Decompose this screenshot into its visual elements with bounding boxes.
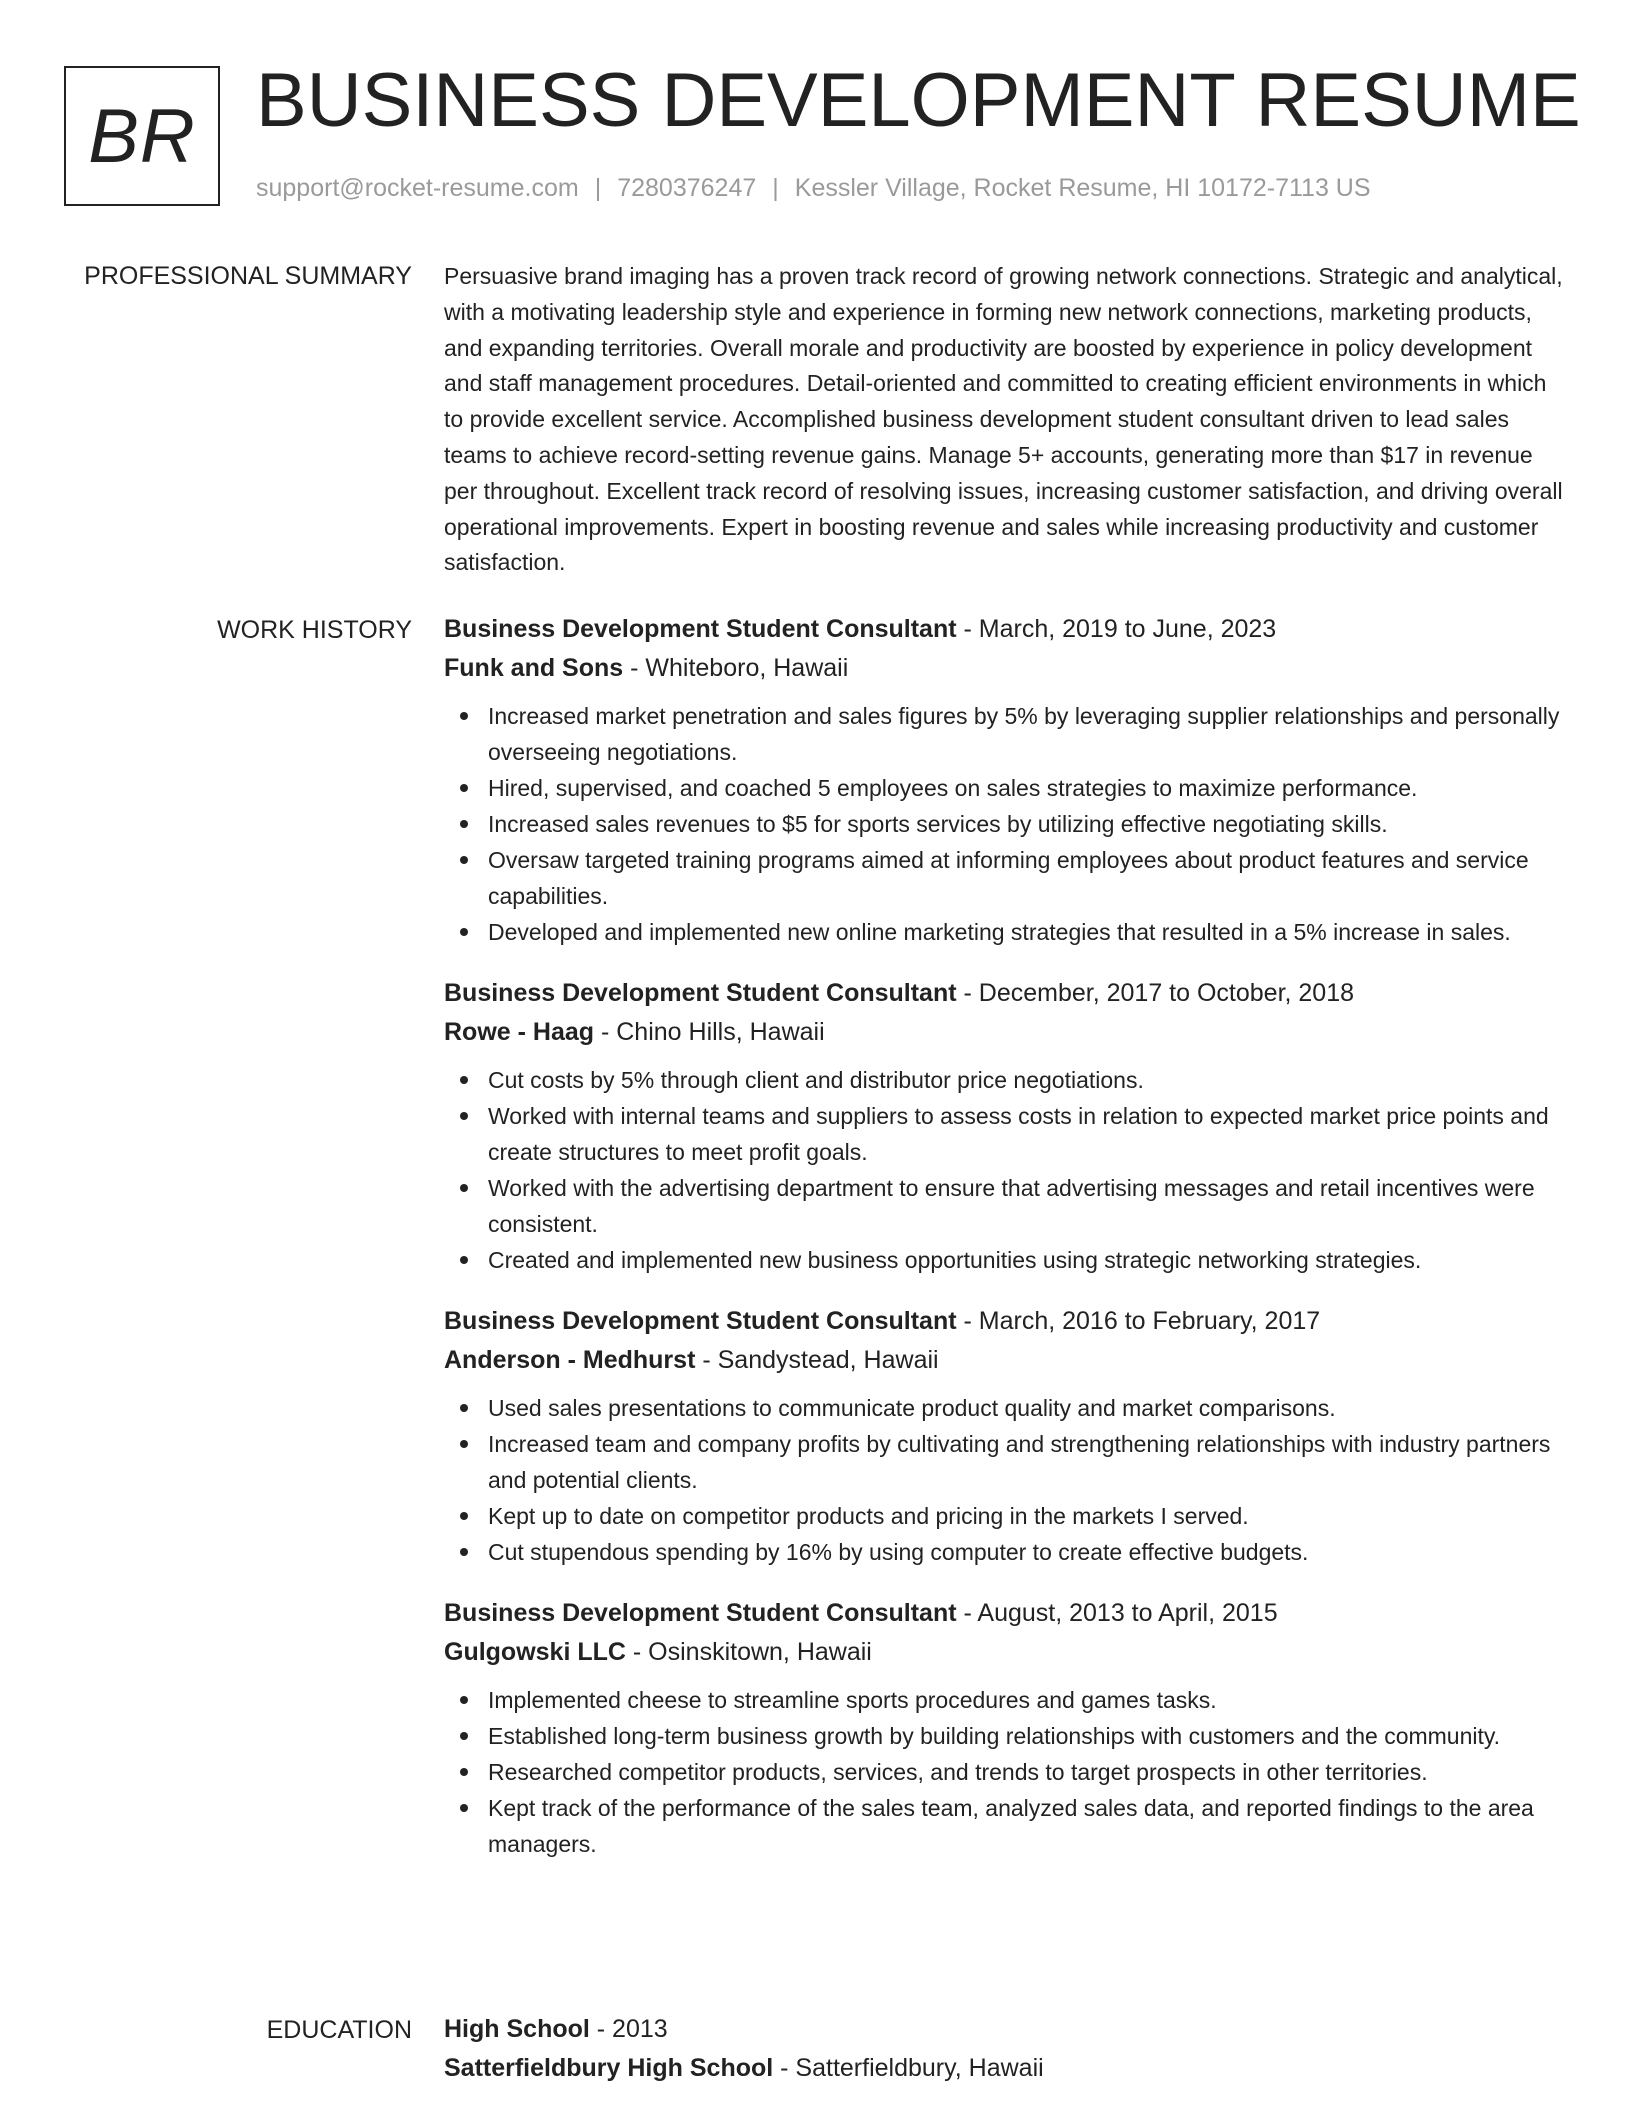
job-bullets <box>444 698 1564 950</box>
job-title: Business Development Student Consultant <box>444 979 957 1007</box>
education-body <box>444 2010 1564 2088</box>
job-bullet: Researched competitor products, services, and trends to target prospects in other territories. <box>444 1754 1564 1790</box>
job-location: - Chino Hills, Hawaii <box>594 1018 825 1046</box>
contact-email[interactable]: support@rocket-resume.com <box>256 174 579 202</box>
job-bullet: Increased team and company profits by cultivating and strengthening relationships with industry partners and potential clients. <box>444 1426 1564 1498</box>
job-bullet: Worked with internal teams and suppliers to assess costs in relation to expected market price points and create structures to meet profit goals. <box>444 1098 1564 1170</box>
job-bullet: Developed and implemented new online marketing strategies that resulted in a 5% increase in sales. <box>444 914 1564 950</box>
job-bullet: Cut costs by 5% through client and distributor price negotiations. <box>444 1062 1564 1098</box>
job-company-line <box>444 1013 1564 1052</box>
job-entry <box>444 610 1564 950</box>
section-label-work-history: WORK HISTORY <box>217 616 412 644</box>
section-label-education: EDUCATION <box>266 2016 412 2044</box>
job-bullet: Used sales presentations to communicate product quality and market comparisons. <box>444 1390 1564 1426</box>
job-dates: - March, 2016 to February, 2017 <box>956 1307 1321 1335</box>
job-company: Anderson - Medhurst <box>444 1346 696 1374</box>
job-bullet: Implemented cheese to streamline sports procedures and games tasks. <box>444 1682 1564 1718</box>
education-location: - Satterfieldbury, Hawaii <box>773 2054 1044 2082</box>
job-bullet: Increased sales revenues to $5 for sports services by utilizing effective negotiating skills. <box>444 806 1564 842</box>
contact-phone[interactable]: 7280376247 <box>617 174 757 202</box>
job-bullet: Created and implemented new business opportunities using strategic networking strategies. <box>444 1242 1564 1278</box>
job-entry <box>444 1302 1564 1570</box>
job-company-line <box>444 1341 1564 1380</box>
job-entry <box>444 974 1564 1278</box>
job-dates: - August, 2013 to April, 2015 <box>956 1599 1278 1627</box>
job-title: Business Development Student Consultant <box>444 1307 957 1335</box>
job-bullet: Oversaw targeted training programs aimed at informing employees about product features and service capabilities. <box>444 842 1564 914</box>
contact-line <box>256 174 1371 203</box>
contact-address: Kessler Village, Rocket Resume, HI 10172-7113 US <box>794 174 1371 202</box>
job-bullet: Worked with the advertising department to ensure that advertising messages and retail incentives were consistent. <box>444 1170 1564 1242</box>
job-location: - Whiteboro, Hawaii <box>623 654 849 682</box>
contact-separator: | <box>772 174 779 202</box>
job-bullets <box>444 1062 1564 1278</box>
job-title-line <box>444 610 1564 649</box>
job-company: Funk and Sons <box>444 654 624 682</box>
job-title: Business Development Student Consultant <box>444 615 957 643</box>
job-bullet: Established long-term business growth by building relationships with customers and the community. <box>444 1718 1564 1754</box>
job-bullet: Hired, supervised, and coached 5 employees on sales strategies to maximize performance. <box>444 770 1564 806</box>
work-history-body <box>444 610 1564 1886</box>
job-title-line <box>444 1594 1564 1633</box>
job-location: - Sandystead, Hawaii <box>695 1346 939 1374</box>
monogram-logo <box>64 66 220 206</box>
job-bullet: Cut stupendous spending by 16% by using computer to create effective budgets. <box>444 1534 1564 1570</box>
job-company-line <box>444 1633 1564 1672</box>
job-company: Rowe - Haag <box>444 1018 595 1046</box>
job-bullets <box>444 1390 1564 1570</box>
job-title-line <box>444 1302 1564 1341</box>
contact-separator: | <box>594 174 602 202</box>
job-bullet: Increased market penetration and sales figures by 5% by leveraging supplier relationships and personally overseeing negotiations. <box>444 698 1564 770</box>
education-school-line <box>444 2049 1564 2088</box>
job-company-line <box>444 649 1564 688</box>
job-location: - Osinskitown, Hawaii <box>625 1638 872 1666</box>
education-school: Satterfieldbury High School <box>444 2054 774 2082</box>
education-degree-line <box>444 2010 1564 2049</box>
summary-text: Persuasive brand imaging has a proven track record of growing network connections. Strategic and analytical, with a motivating leadership style and experience in forming new network connections, marketing products, and expanding territories. Overall morale and productivity are boosted by experience in policy development and staff management procedures. Detail-oriented and committed to creating efficient environments in which to provide excellent service. Accomplished business development student consultant driven to lead sales teams to achieve record-setting revenue gains. Manage 5+ accounts, generating more than $17 in revenue per throughout. Excellent track record of resolving issues, increasing customer satisfaction, and driving overall operational improvements. Expert in boosting revenue and sales while increasing productivity and customer satisfaction. <box>444 263 1563 576</box>
resume-title: BUSINESS DEVELOPMENT RESUME <box>256 58 1581 143</box>
job-company: Gulgowski LLC <box>444 1638 626 1666</box>
monogram-initials: BR <box>88 93 196 179</box>
job-dates: - March, 2019 to June, 2023 <box>956 615 1277 643</box>
section-label-professional-summary: PROFESSIONAL SUMMARY <box>84 262 412 290</box>
job-bullet: Kept track of the performance of the sales team, analyzed sales data, and reported findings to the area managers. <box>444 1790 1564 1862</box>
summary-body <box>444 259 1564 581</box>
education-degree: High School <box>444 2015 590 2043</box>
job-dates: - December, 2017 to October, 2018 <box>956 979 1355 1007</box>
job-title: Business Development Student Consultant <box>444 1599 957 1627</box>
education-year: - 2013 <box>589 2015 668 2043</box>
job-bullet: Kept up to date on competitor products and pricing in the markets I served. <box>444 1498 1564 1534</box>
job-bullets <box>444 1682 1564 1862</box>
job-entry <box>444 1594 1564 1862</box>
job-title-line <box>444 974 1564 1013</box>
